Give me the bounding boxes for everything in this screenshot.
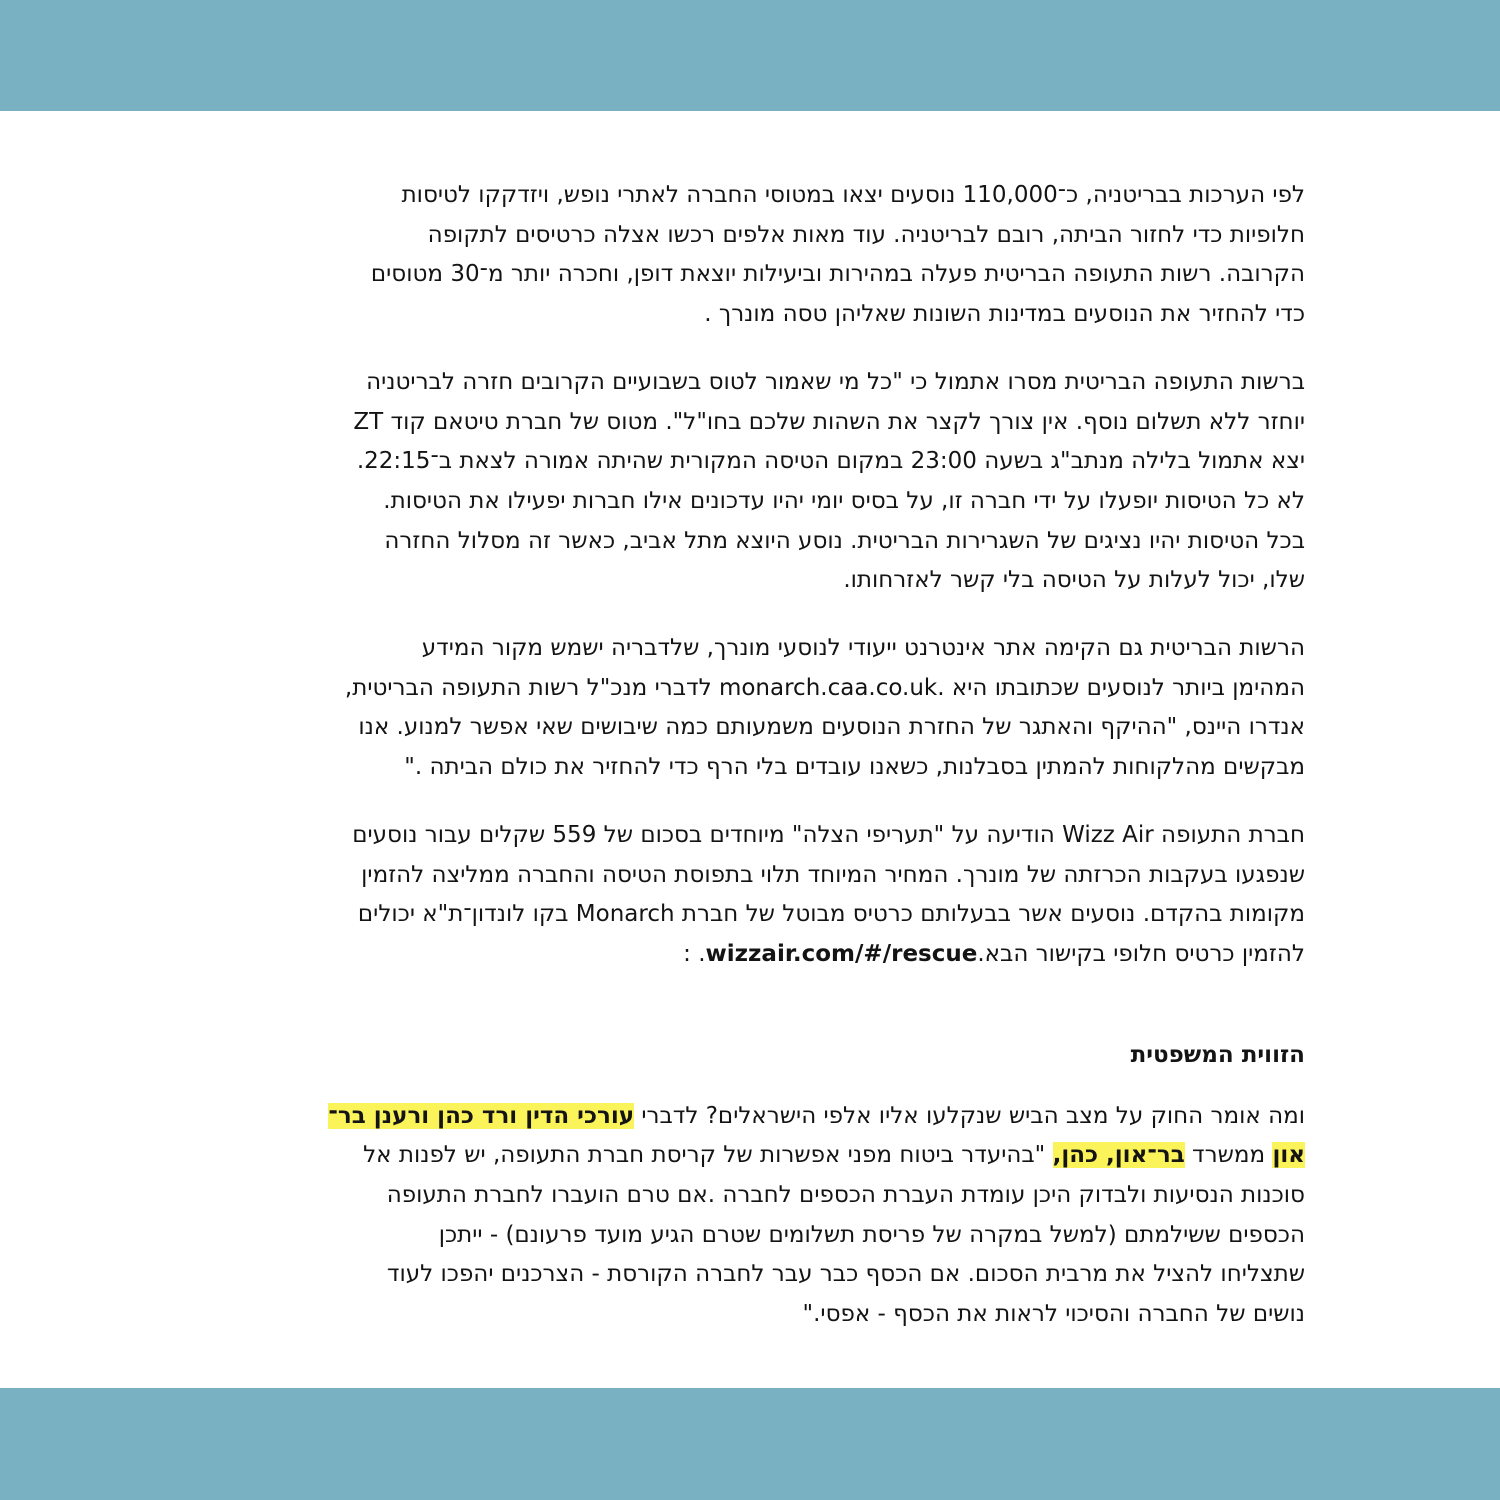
- text-line: חלופיות כדי לחזור הביתה, רובם לבריטניה. עוד מאות אלפים רכשו אצלה כרטיסים לתקופה: [427, 221, 1305, 248]
- text-line: שתצליחו להציל את מרבית הסכום. אם הכסף כבר עבר לחברה הקורסת - הצרכנים יהפכו לעוד: [386, 1261, 1305, 1288]
- text-line: סוכנות הנסיעות ולבדוק היכן עומדת העברת הכספים לחברה .אם טרם הועברו לחברת התעופה: [386, 1182, 1305, 1209]
- text-fragment: ומה אומר החוק על מצב הביש שנקלעו אליו אלפי הישראלים? לדברי: [634, 1102, 1305, 1129]
- text-line: מבקשים מהלקוחות להמתין בסבלנות, כשאנו עובדים בלי הרף כדי להחזיר את כולם הביתה .": [404, 754, 1305, 781]
- text-line: בכל הטיסות יהיו נציגים של השגרירות הבריטית. נוסע היוצא מתל אביב, כאשר זה מסלול החזרה: [384, 527, 1305, 554]
- text-line: יוחזר ללא תשלום נוסף. אין צורך לקצר את השהות שלכם בחו"ל". מטוס של חברת טיטאם קוד ZT: [353, 408, 1305, 435]
- text-fragment: . :: [683, 940, 706, 967]
- text-line: מקומות בהקדם. נוסעים אשר בבעלותם כרטיס מבוטל של חברת Monarch בקו לונדון־ת"א יכולים: [357, 901, 1305, 928]
- paragraph-5: [205, 1097, 1305, 1335]
- highlighted-firm-name: בר־און, כהן,: [1052, 1142, 1185, 1169]
- text-line: לא כל הטיסות יופעלו על ידי חברה זו, על בסיס יומי יהיו עדכונים אילו חברות יפעילו את הטיסות.: [383, 487, 1305, 514]
- spacer: [205, 601, 1305, 629]
- paragraph-1: [205, 176, 1305, 335]
- text-fragment: ממשרד: [1184, 1142, 1273, 1169]
- spacer: [205, 335, 1305, 363]
- text-line: חברת התעופה Wizz Air הודיעה על "תעריפי הצלה" מיוחדים בסכום של 559 שקלים עבור נוסעים: [352, 821, 1305, 848]
- spacer: [205, 788, 1305, 816]
- text-line: יצא אתמול בלילה מנתב"ג בשעה 23:00 במקום הטיסה המקורית שהיתה אמורה לצאת ב־22:15.: [356, 448, 1305, 475]
- text-line: [205, 935, 1305, 975]
- text-line: כדי להחזיר את הנוסעים במדינות השונות שאליהן טסה מונרך .: [704, 301, 1305, 328]
- article-body: [205, 176, 1305, 1335]
- rescue-link[interactable]: wizzair.com/#/rescue: [705, 940, 978, 967]
- text-line: [205, 1097, 1305, 1137]
- spacer: [205, 975, 1305, 1040]
- spacer: [205, 1070, 1305, 1097]
- text-line: הכספים ששילמתם (למשל במקרה של פריסת תשלומים שטרם הגיע מועד פרעונם) - ייתכן: [438, 1221, 1305, 1248]
- text-fragment: "בהיעדר ביטוח מפני אפשרות של קריסת חברת התעופה, יש לפנות אל: [363, 1142, 1053, 1169]
- bottom-color-band: [0, 1388, 1500, 1500]
- highlighted-lawyer-names: עורכי הדין ורד כהן ורענן בר־: [328, 1102, 635, 1129]
- section-heading: הזווית המשפטית: [1130, 1041, 1305, 1068]
- text-line: לפי הערכות בבריטניה, כ־110,000 נוסעים יצאו במטוסי החברה לאתרי נופש, ויזדקקו לטיסות: [401, 182, 1305, 208]
- highlighted-lawyer-names-cont: און: [1272, 1142, 1305, 1169]
- paragraph-3: [205, 629, 1305, 788]
- text-line: המהימן ביותר לנוסעים שכתובתו היא .monarch.caa.co.uk לדברי מנכ"ל רשות התעופה הבריטית,: [344, 674, 1305, 701]
- paragraph-4: [205, 816, 1305, 975]
- text-line: נושים של החברה והסיכוי לראות את הכסף - אפסי.": [802, 1301, 1305, 1328]
- text-line: אנדרו היינס, "ההיקף והאתגר של החזרת הנוסעים משמעותם כמה שיבושים שאי אפשר למנוע. אנו: [358, 714, 1305, 741]
- text-line: [205, 1136, 1305, 1176]
- top-color-band: [0, 0, 1500, 111]
- paragraph-2: [205, 363, 1305, 601]
- text-line: הרשות הבריטית גם הקימה אתר אינטרנט ייעודי לנוסעי מונרך, שלדבריה ישמש מקור המידע: [421, 635, 1305, 662]
- text-line: הקרובה. רשות התעופה הבריטית פעלה במהירות וביעילות יוצאת דופן, וחכרה יותר מ־30 מטוסים: [370, 261, 1305, 288]
- text-line: ברשות התעופה הבריטית מסרו אתמול כי "כל מי שאמור לטוס בשבועיים הקרובים חזרה לבריטניה: [366, 368, 1305, 395]
- text-line: שנפגעו בעקבות הכרזתה של מונרך. המחיר המיוחד תלוי בתפוסת הטיסה והחברה ממליצה להזמין: [361, 861, 1305, 888]
- text-fragment: להזמין כרטיס חלופי בקישור הבא.: [977, 940, 1305, 967]
- text-line: שלו, יכול לעלות על הטיסה בלי קשר לאזרחותו.: [843, 567, 1305, 594]
